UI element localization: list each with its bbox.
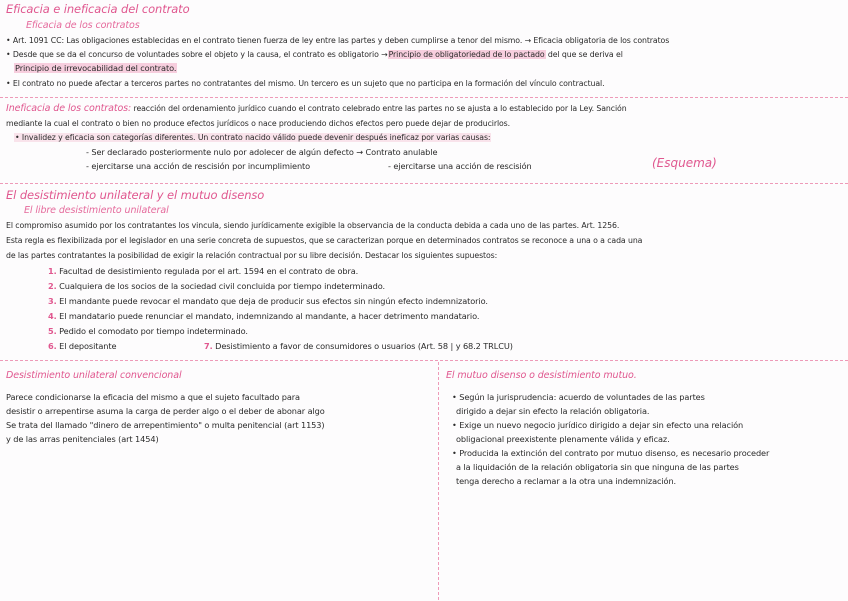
esquema-label: (Esquema)	[652, 156, 717, 170]
list-item	[204, 341, 513, 352]
list-item	[48, 341, 116, 352]
text-line: El compromiso asumido por los contratantes los vincula, siendo jurídicamente exigible la observancia de la conducta debida a cada uno de las partes. Art. 1256.	[6, 221, 620, 230]
section-divider	[0, 183, 848, 184]
section-title-convencional: Desistimiento unilateral convencional	[6, 370, 182, 381]
text-line: • El contrato no puede afectar a terceros partes no contratantes del mismo. Un tercero es un sujeto que no participa en la formación del vínculo contractual.	[6, 79, 605, 88]
text-line	[6, 49, 623, 60]
list-text: Pedido el comodato por tiempo indeterminado.	[59, 326, 248, 336]
list-number: 2.	[48, 281, 57, 291]
list-number: 1.	[48, 266, 57, 276]
text-line: Se trata del llamado "dinero de arrepentimiento" o multa penitencial (art 1153)	[6, 420, 325, 430]
text-line: Esta regla es flexibilizada por el legislador en una serie concreta de supuestos, que se caracterizan porque en determinados contratos se reconoce a una o a cada una	[6, 236, 643, 245]
section-title-ineficacia: Ineficacia de los contratos:	[6, 103, 132, 114]
list-number: 7.	[204, 341, 213, 351]
text-line: Parece condicionarse la eficacia del mismo a que el sujeto facultado para	[6, 392, 300, 402]
section-title-desistimiento: El desistimiento unilateral y el mutuo disenso	[6, 188, 265, 202]
text-line: y de las arras penitenciales (art 1454)	[6, 434, 159, 444]
list-text: El mandatario puede renunciar el mandato, indemnizando al mandante, a hacer detrimento mandatario.	[59, 311, 480, 321]
text-line: • Según la jurisprudencia: acuerdo de voluntades de las partes	[452, 392, 705, 402]
list-text: Cualquiera de los socios de la sociedad civil concluida por tiempo indeterminado.	[59, 281, 385, 291]
highlighted-principle: Principio de obligatoriedad de lo pactado	[388, 50, 545, 59]
list-number: 4.	[48, 311, 57, 321]
text-line: obligacional preexistente plenamente válida y eficaz.	[456, 434, 670, 444]
subtitle-libre-desistimiento: El libre desistimiento unilateral	[24, 205, 169, 216]
list-item	[48, 266, 358, 277]
list-number: 3.	[48, 296, 57, 306]
list-text: El depositante	[59, 341, 117, 351]
subtitle-eficacia-contratos: Eficacia de los contratos	[26, 20, 140, 31]
text-line	[6, 103, 627, 114]
highlighted-principle: Principio de irrevocabilidad del contrato.	[15, 63, 177, 73]
column-divider	[438, 362, 439, 600]
list-item	[48, 281, 385, 292]
text-fragment: del que se deriva el	[545, 50, 623, 59]
text-line	[14, 63, 177, 74]
text-line: • Exige un nuevo negocio jurídico dirigido a dejar sin efecto una relación	[452, 420, 744, 430]
list-text: Facultad de desistimiento regulada por el art. 1594 en el contrato de obra.	[59, 266, 359, 276]
text-line: mediante la cual el contrato o bien no produce efectos jurídicos o nace produciendo dichos efectos pero puede dejar de producirlos.	[6, 119, 511, 128]
text-line: desistir o arrepentirse asuma la carga de perder algo o el deber de abonar algo	[6, 406, 325, 416]
text-line: tenga derecho a reclamar a la otra una indemnización.	[456, 476, 677, 486]
section-divider	[0, 360, 848, 361]
section-title-eficacia: Eficacia e ineficacia del contrato	[6, 2, 190, 16]
list-text: Desistimiento a favor de consumidores o usuarios (Art. 58 | y 68.2 TRLCU)	[215, 341, 513, 351]
text-fragment: • Invalidez y eficacia son categorías diferentes. Un contrato nacido válido puede devenir después ineficaz por varias causas:	[15, 133, 491, 142]
text-line: - ejercitarse una acción de rescisión	[388, 161, 532, 171]
list-item	[48, 311, 479, 322]
list-item	[48, 296, 488, 307]
text-line: - ejercitarse una acción de rescisión por incumplimiento	[86, 161, 311, 171]
section-title-mutuo-disenso: El mutuo disenso o desistimiento mutuo.	[446, 370, 637, 381]
section-divider	[0, 97, 848, 98]
list-number: 5.	[48, 326, 57, 336]
text-line: a la liquidación de la relación obligatoria sin que ninguna de las partes	[456, 462, 739, 472]
text-line: - Ser declarado posteriormente nulo por adolecer de algún defecto → Contrato anulable	[86, 147, 438, 157]
text-line: • Producida la extinción del contrato por mutuo disenso, es necesario proceder	[452, 448, 770, 458]
text-fragment: • Desde que se da el concurso de voluntades sobre el objeto y la causa, el contrato es obligatorio →	[6, 50, 388, 59]
text-fragment: reacción del ordenamiento jurídico cuando el contrato celebrado entre las partes no se ajusta a lo establecido por la Ley. Sanción	[131, 104, 627, 113]
text-line	[14, 132, 491, 143]
text-line: • Art. 1091 CC: Las obligaciones establecidas en el contrato tienen fuerza de ley entre las partes y deben cumplirse a tenor del mismo. → Eficacia obligatoria de los contratos	[6, 36, 670, 45]
list-number: 6.	[48, 341, 57, 351]
list-text: El mandante puede revocar el mandato que deja de producir sus efectos sin ningún efecto indemnizatorio.	[59, 296, 488, 306]
text-line: dirigido a dejar sin efecto la relación obligatoria.	[456, 406, 650, 416]
list-item	[48, 326, 248, 337]
text-line: de las partes contratantes la posibilidad de exigir la relación contractual por su libre decisión. Destacar los siguientes supuestos:	[6, 251, 498, 260]
